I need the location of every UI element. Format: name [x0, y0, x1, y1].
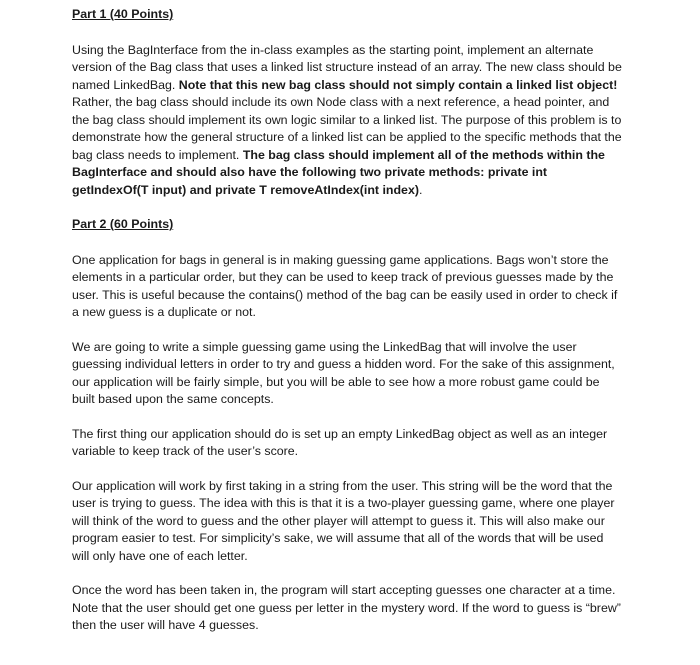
part2-paragraph-2: We are going to write a simple guessing game using the LinkedBag that will involve the user guessing individual letters in order to try and guess a hidden word. For the sake of this assignment, our application will be fairly simple, but you will be able to see how a more robust game could be built based upon the same concepts.	[72, 339, 615, 406]
part2-paragraph-1: One application for bags in general is in making guessing game applications. Bags won’t store the elements in a particular order, but they can be used to keep track of previous guesses made by the user. This is useful because the contains() method of the bag can be easily used in order to check if a new guess is a duplicate or not.	[72, 252, 618, 319]
part1-heading: Part 1 (40 Points)	[72, 7, 174, 21]
part2-paragraph-3: The first thing our application should do is set up an empty LinkedBag object as well as an integer variable to keep track of the user’s score.	[72, 426, 608, 458]
part2-paragraph-5: Once the word has been taken in, the program will start accepting guesses one character at a time. Note that the user should get one guess per letter in the mystery word. If the word to guess is “brew” then the user will have 4 guesses.	[72, 583, 621, 632]
part2-heading: Part 2 (60 Points)	[72, 217, 174, 231]
part2-paragraph-4: Our application will work by first taking in a string from the user. This string will be the word that the user is trying to guess. The idea with this is that it is a two-player guessing game, where one player will think of the word to guess and the other player will attempt to guess it. This will also make our program easier to test. For simplicity’s sake, we will assume that all of the words that will be used will only have one of each letter.	[72, 478, 615, 563]
part1-bold-2: The bag class should implement all of the methods within the BagInterface and should also have the following two private methods: private int getIndexOf(T input) and private T removeAtIndex(int index)	[72, 147, 605, 197]
part1-text-1: Using the BagInterface from the in-class examples as the starting point, implement an alternate version of the Bag class that uses a linked list structure instead of an array. The new class should be named LinkedBag.	[72, 42, 622, 92]
part1-bold-1: Note that this new bag class should not simply contain a linked list object!	[178, 77, 618, 92]
part1-paragraph	[72, 42, 624, 200]
document-page	[72, 6, 624, 635]
part1-text-3: .	[418, 182, 423, 197]
part1-text-2: Rather, the bag class should include its own Node class with a next reference, a head pointer, and the bag class should implement its own logic similar to a linked list. The purpose of this problem is to demonstrate how the general structure of a linked list can be applied to the specific methods that the bag class needs to implement.	[72, 95, 622, 162]
